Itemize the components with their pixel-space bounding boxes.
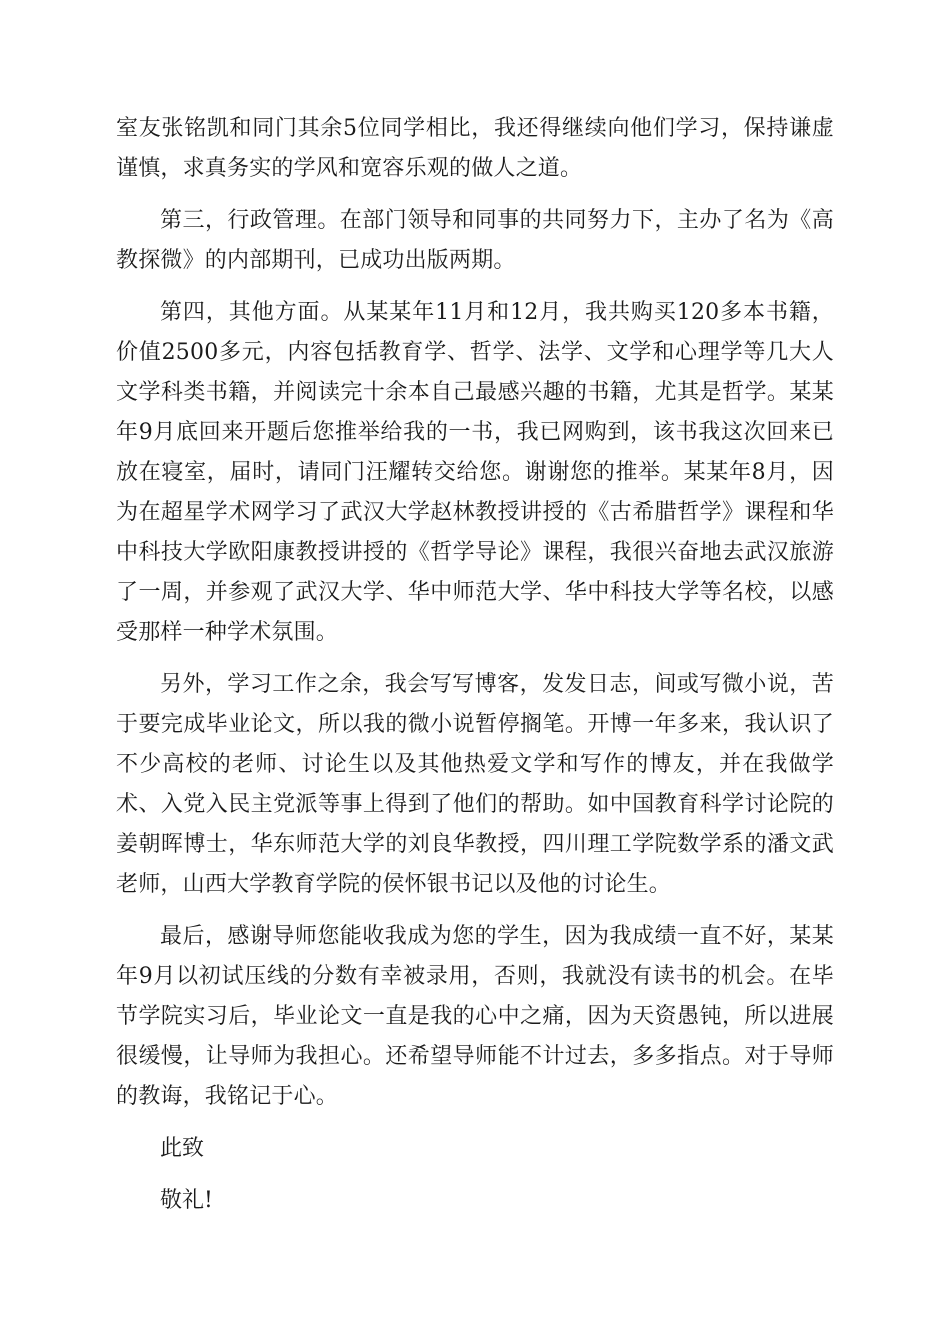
paragraph-continuation: 室友张铭凯和同门其余5位同学相比，我还得继续向他们学习，保持谦虚谨慎，求真务实的学风和宽容乐观的做人之道。 — [116, 116, 834, 181]
letter-body — [116, 109, 834, 1221]
closing-regards: 敬礼! — [160, 1188, 213, 1213]
paragraph-gratitude: 最后，感谢导师您能收我成为您的学生，因为我成绩一直不好，某某年9月以初试压线的分数有幸被录用，否则，我就没有读书的机会。在毕节学院实习后，毕业论文一直是我的心中之痛，因为天资愚钝，所以进展很缓慢，让导师为我担心。还希望导师能不计过去，多多指点。对于导师的教诲，我铭记于心。 — [116, 924, 834, 1109]
closing-salutation: 此致 — [160, 1136, 205, 1161]
paragraph-blogging: 另外，学习工作之余，我会写写博客，发发日志，间或写微小说，苦于要完成毕业论文，所以我的微小说暂停搁笔。开博一年多来，我认识了不少高校的老师、讨论生以及其他热爱文学和写作的博友，并在我做学术、入党入民主党派等事上得到了他们的帮助。如中国教育科学讨论院的姜朝晖博士，华东师范大学的刘良华教授，四川理工学院数学系的潘文武老师，山西大学教育学院的侯怀银书记以及他的讨论生。 — [116, 672, 834, 897]
paragraph-other-aspects: 第四，其他方面。从某某年11月和12月，我共购买120多本书籍，价值2500多元，内容包括教育学、哲学、法学、文学和心理学等几大人文学科类书籍，并阅读完十余本自己最感兴趣的书籍，尤其是哲学。某某年9月底回来开题后您推举给我的一书，我已网购到，该书我这次回来已放在寝室，届时，请同门汪耀转交给您。谢谢您的推举。某某年8月，因为在超星学术网学习了武汉大学赵林教授讲授的《古希腊哲学》课程和华中科技大学欧阳康教授讲授的《哲学导论》课程，我很兴奋地去武汉旅游了一周，并参观了武汉大学、华中师范大学、华中科技大学等名校，以感受那样一种学术氛围。 — [116, 300, 834, 645]
paragraph-administration: 第三，行政管理。在部门领导和同事的共同努力下，主办了名为《高教探微》的内部期刊，已成功出版两期。 — [116, 208, 834, 273]
